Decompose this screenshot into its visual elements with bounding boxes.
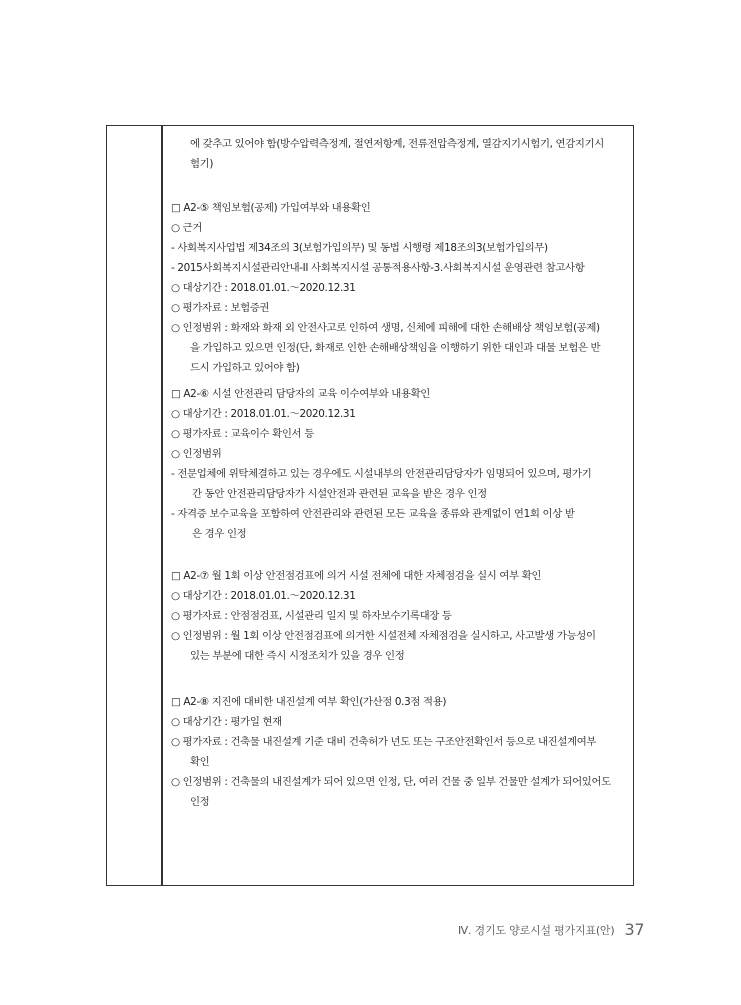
basis-item: - 2015사회복지시설관리안내-II 사회복지시설 공통적용사항-3.사회복지시설 운영관련 참고사항 xyxy=(171,262,585,274)
page-footer xyxy=(458,920,644,939)
continuation-line: 에 갖추고 있어야 함(방수압력측정계, 절연저항계, 전류전압측정계, 열감지기시험기, 연감지기시 xyxy=(190,138,604,150)
left-column xyxy=(107,126,163,885)
basis-label: ○ 근거 xyxy=(171,222,203,234)
scope-label: ○ 인정범위 xyxy=(171,448,222,460)
materials-line: ○ 평가자료 : 보험증권 xyxy=(171,302,270,314)
scope-line: 인정 xyxy=(190,796,210,808)
scope-item: 은 경우 인정 xyxy=(192,528,247,540)
scope-item: - 자격증 보수교육을 포함하여 안전관리와 관련된 모든 교육을 종류와 관계없이 연1회 이상 받 xyxy=(171,508,575,520)
materials-line: ○ 평가자료 : 안점점검표, 시설관리 일지 및 하자보수기록대장 등 xyxy=(171,610,452,622)
scope-line: 있는 부분에 대한 즉시 시정조치가 있을 경우 인정 xyxy=(190,650,405,662)
content-table xyxy=(106,125,634,886)
period-line: ○ 대상기간 : 2018.01.01.～2020.12.31 xyxy=(171,282,356,294)
scope-item: 간 동안 안전관리담당자가 시설안전과 관련된 교육을 받은 경우 인정 xyxy=(192,488,487,500)
continuation-line: 험기) xyxy=(190,158,214,170)
basis-item: - 사회복지사업법 제34조의 3(보험가입의무) 및 동법 시행령 제18조의3(보험가입의무) xyxy=(171,242,548,254)
scope-line: ○ 인정범위 : 화재와 화재 외 안전사고로 인하여 생명, 신체에 피해에 대한 손해배상 책임보험(공제) xyxy=(171,322,600,334)
scope-item: - 전문업체에 위탁체결하고 있는 경우에도 시설내부의 안전관리담당자가 임명되어 있으며, 평가기 xyxy=(171,468,592,480)
criteria-content xyxy=(171,134,627,812)
scope-line: ○ 인정범위 : 건축물의 내진설계가 되어 있으면 인정, 단, 여러 건물 중 일부 건물만 설계가 되어있어도 xyxy=(171,776,611,788)
materials-line: 확인 xyxy=(190,756,210,768)
materials-line: ○ 평가자료 : 교육이수 확인서 등 xyxy=(171,428,314,440)
page-number: 37 xyxy=(624,920,645,939)
period-line: ○ 대상기간 : 평가일 현재 xyxy=(171,716,282,728)
scope-line: 드시 가입하고 있어야 함) xyxy=(190,362,300,374)
section-heading-a2-5: □ A2-⑤ 책임보험(공제) 가입여부와 내용확인 xyxy=(171,202,371,214)
period-line: ○ 대상기간 : 2018.01.01.～2020.12.31 xyxy=(171,590,356,602)
period-line: ○ 대상기간 : 2018.01.01.～2020.12.31 xyxy=(171,408,356,420)
scope-line: 을 가입하고 있으면 인정(단, 화재로 인한 손해배상책임을 이행하기 위한 대인과 대물 보험은 반 xyxy=(190,342,601,354)
scope-line: ○ 인정범위 : 월 1회 이상 안전점검표에 의거한 시설전체 자체점검을 실시하고, 사고발생 가능성이 xyxy=(171,630,596,642)
chapter-title: Ⅳ. 경기도 양로시설 평가지표(안) xyxy=(458,924,615,937)
section-heading-a2-8: □ A2-⑧ 지진에 대비한 내진설계 여부 확인(가산점 0.3점 적용) xyxy=(171,696,447,708)
materials-line: ○ 평가자료 : 건축물 내진설계 기준 대비 건축허가 년도 또는 구조안전확인서 등으로 내진설계여부 xyxy=(171,736,597,748)
section-heading-a2-7: □ A2-⑦ 월 1회 이상 안전점검표에 의거 시설 전체에 대한 자체점검을 실시 여부 확인 xyxy=(171,570,542,582)
section-heading-a2-6: □ A2-⑥ 시설 안전관리 담당자의 교육 이수여부와 내용확인 xyxy=(171,388,430,400)
